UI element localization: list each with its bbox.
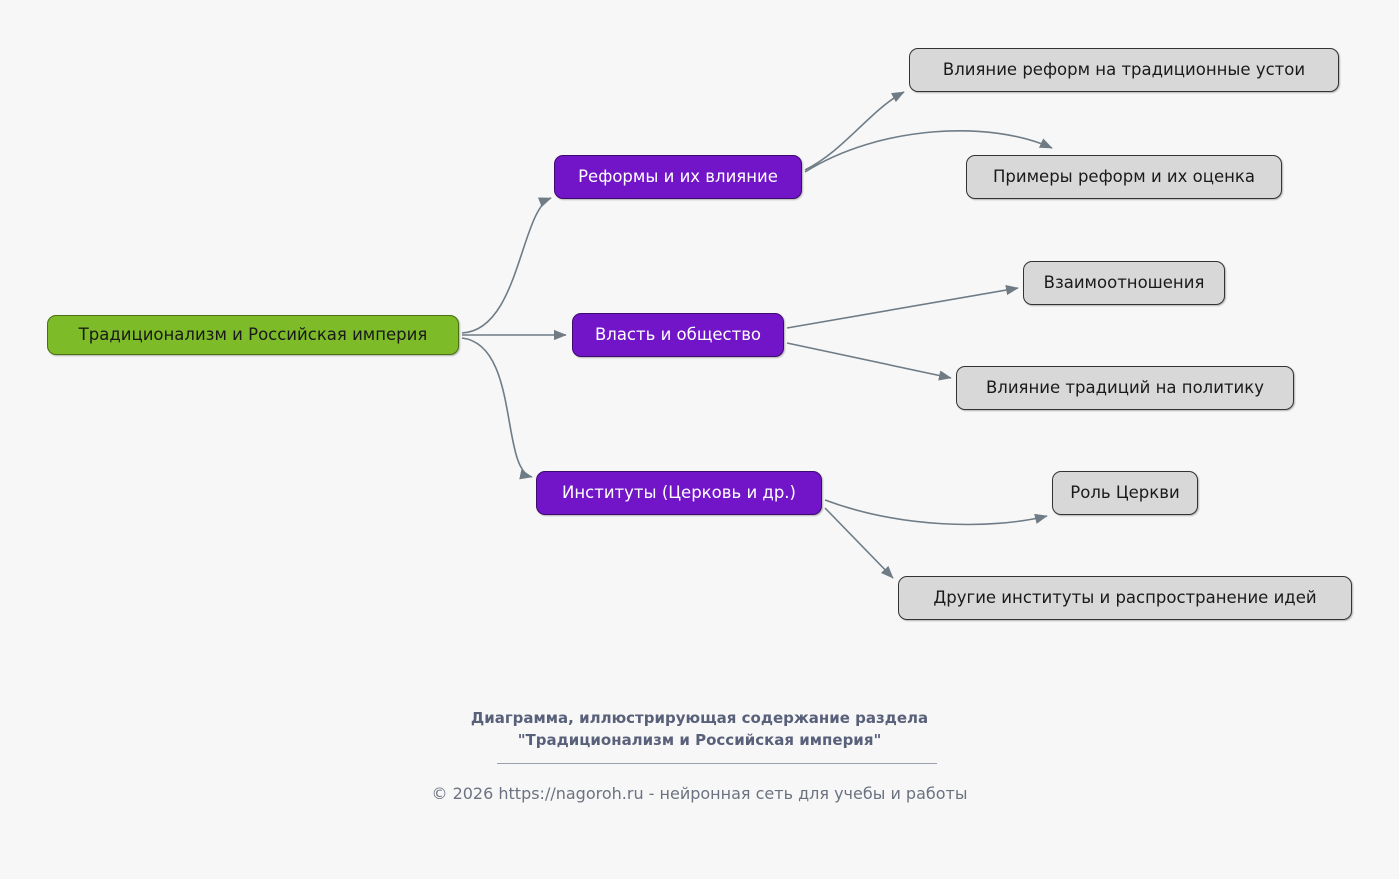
caption-line-1: Диаграмма, иллюстрирующая содержание раздела xyxy=(470,709,929,727)
node-label: Власть и общество xyxy=(594,324,762,344)
node-label: Традиционализм и Российская империя xyxy=(78,324,428,344)
node-label: Институты (Церковь и др.) xyxy=(562,482,796,502)
node-l2[interactable] xyxy=(966,155,1282,199)
node-label: Другие институты и распространение идей xyxy=(933,587,1317,607)
node-label: Примеры реформ и их оценка xyxy=(993,166,1255,186)
node-b3[interactable] xyxy=(536,471,822,515)
caption-line-2: "Традиционализм и Российская империя" xyxy=(517,730,882,749)
edge-b3-to-l5 xyxy=(825,500,1047,524)
edge-b2-to-l3 xyxy=(787,288,1018,328)
node-label: Роль Церкви xyxy=(1070,482,1180,502)
diagram-caption xyxy=(0,708,1399,752)
edge-b1-to-l1 xyxy=(805,92,904,170)
edge-b3-to-l6 xyxy=(825,508,893,578)
node-b2[interactable] xyxy=(572,313,784,357)
footer-credit: © 2026 https://nagoroh.ru - нейронная сеть для учебы и работы xyxy=(431,784,968,803)
node-label: Взаимоотношения xyxy=(1043,272,1205,292)
edge-root-to-b1 xyxy=(462,198,551,333)
node-l4[interactable] xyxy=(956,366,1294,410)
node-l1[interactable] xyxy=(909,48,1339,92)
node-l5[interactable] xyxy=(1052,471,1198,515)
edge-root-to-b3 xyxy=(462,338,532,477)
node-l3[interactable] xyxy=(1023,261,1225,305)
node-root[interactable] xyxy=(47,315,459,355)
node-label: Реформы и их влияние xyxy=(578,166,778,186)
node-label: Влияние традиций на политику xyxy=(985,377,1265,397)
caption-divider xyxy=(497,763,937,764)
node-label: Влияние реформ на традиционные устои xyxy=(942,59,1306,79)
node-l6[interactable] xyxy=(898,576,1352,620)
edge-b2-to-l4 xyxy=(787,343,951,378)
node-b1[interactable] xyxy=(554,155,802,199)
